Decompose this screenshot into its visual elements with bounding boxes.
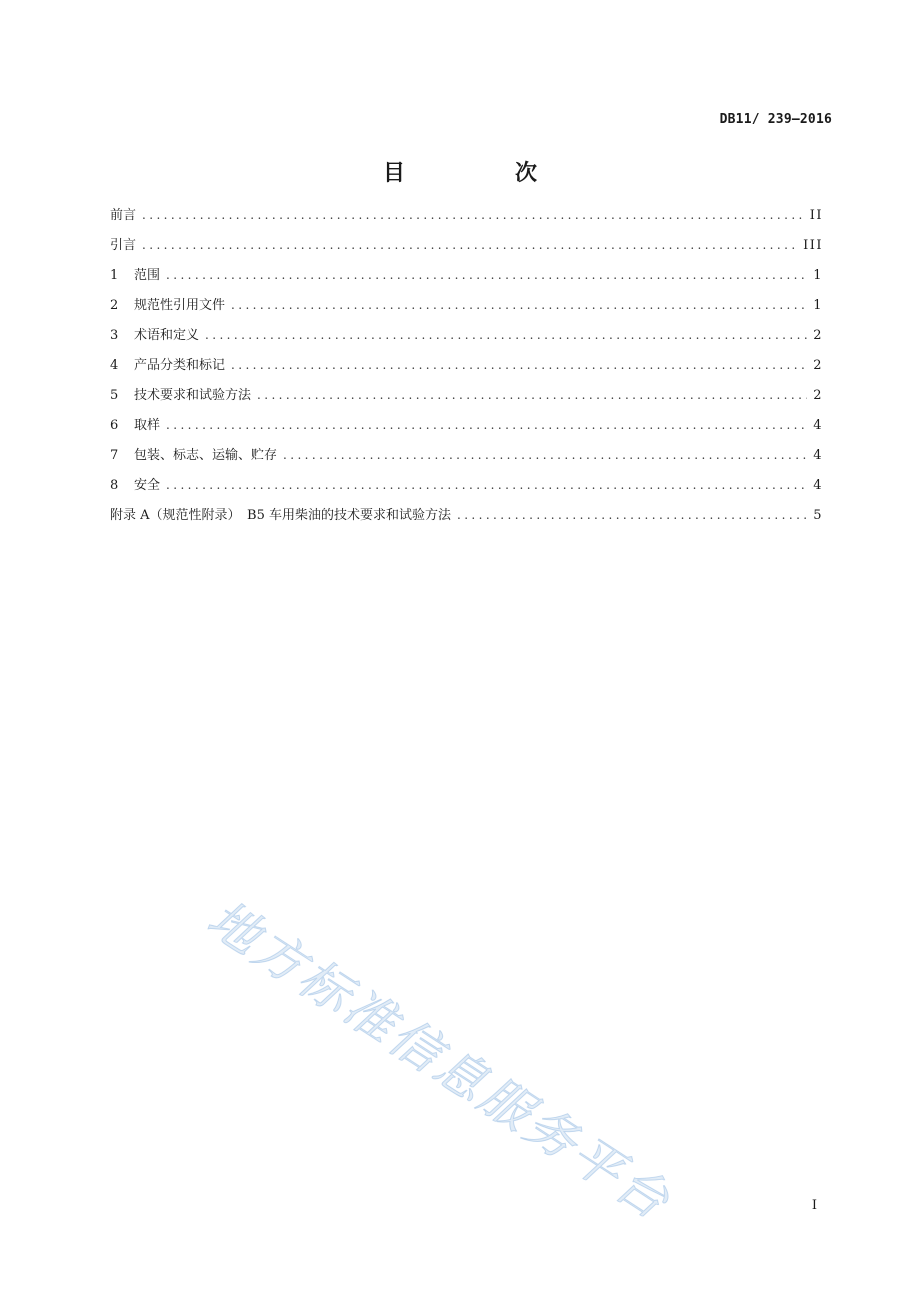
dot-leader <box>142 200 804 230</box>
toc-entry-terms-definitions[interactable] <box>110 320 823 350</box>
toc-entry-page: III <box>803 238 823 253</box>
toc-entry-page: 1 <box>813 268 823 283</box>
dot-leader <box>166 470 807 500</box>
toc-entry-page: 5 <box>813 508 823 523</box>
toc-entry-label: 取样 <box>134 418 161 433</box>
watermark: 地方标准信息服务平台 <box>197 889 682 1232</box>
toc-entry-page: 2 <box>813 358 823 373</box>
dot-leader <box>166 410 807 440</box>
toc-entry-number: 7 <box>110 448 119 463</box>
table-of-contents <box>110 200 823 530</box>
toc-entry-page: II <box>809 208 823 223</box>
toc-entry-sampling[interactable] <box>110 410 823 440</box>
toc-entry-label: 产品分类和标记 <box>134 358 226 373</box>
toc-entry-label: 附录 A（规范性附录） B5 车用柴油的技术要求和试验方法 <box>110 508 451 523</box>
toc-entry-page: 4 <box>813 448 823 463</box>
toc-entry-page: 2 <box>813 388 823 403</box>
toc-entry-annex-a[interactable] <box>110 500 823 530</box>
standard-code: DB11/ 239—2016 <box>719 112 832 127</box>
dot-leader <box>205 320 807 350</box>
toc-entry-page: 1 <box>813 298 823 313</box>
toc-entry-page: 4 <box>813 478 823 493</box>
dot-leader <box>283 440 807 470</box>
toc-title: 目 次 <box>382 161 581 186</box>
toc-entry-label: 技术要求和试验方法 <box>134 388 252 403</box>
toc-entry-label: 包装、标志、运输、贮存 <box>134 448 278 463</box>
toc-entry-page: 4 <box>813 418 823 433</box>
dot-leader <box>142 230 797 260</box>
dot-leader <box>257 380 807 410</box>
toc-entry-number: 5 <box>110 388 119 403</box>
toc-entry-normative-references[interactable] <box>110 290 823 320</box>
toc-entry-number: 8 <box>110 478 119 493</box>
toc-entry-safety[interactable] <box>110 470 823 500</box>
toc-entry-number: 3 <box>110 328 119 343</box>
toc-entry-requirements[interactable] <box>110 380 823 410</box>
toc-entry-packaging[interactable] <box>110 440 823 470</box>
toc-entry-label: 前言 <box>110 208 137 223</box>
toc-entry-label: 安全 <box>134 478 161 493</box>
toc-entry-label: 规范性引用文件 <box>134 298 226 313</box>
page-number: I <box>811 1198 817 1213</box>
toc-entry-number: 1 <box>110 268 119 283</box>
toc-entry-page: 2 <box>813 328 823 343</box>
dot-leader <box>457 500 807 530</box>
toc-entry-number: 6 <box>110 418 119 433</box>
toc-entry-classification[interactable] <box>110 350 823 380</box>
dot-leader <box>231 290 807 320</box>
dot-leader <box>166 260 807 290</box>
toc-entry-number: 2 <box>110 298 119 313</box>
toc-entry-number: 4 <box>110 358 119 373</box>
toc-entry-label: 范围 <box>134 268 161 283</box>
toc-entry-label: 术语和定义 <box>134 328 200 343</box>
toc-entry-scope[interactable] <box>110 260 823 290</box>
toc-entry-label: 引言 <box>110 238 137 253</box>
toc-entry-foreword[interactable] <box>110 200 823 230</box>
toc-entry-introduction[interactable] <box>110 230 823 260</box>
dot-leader <box>231 350 807 380</box>
